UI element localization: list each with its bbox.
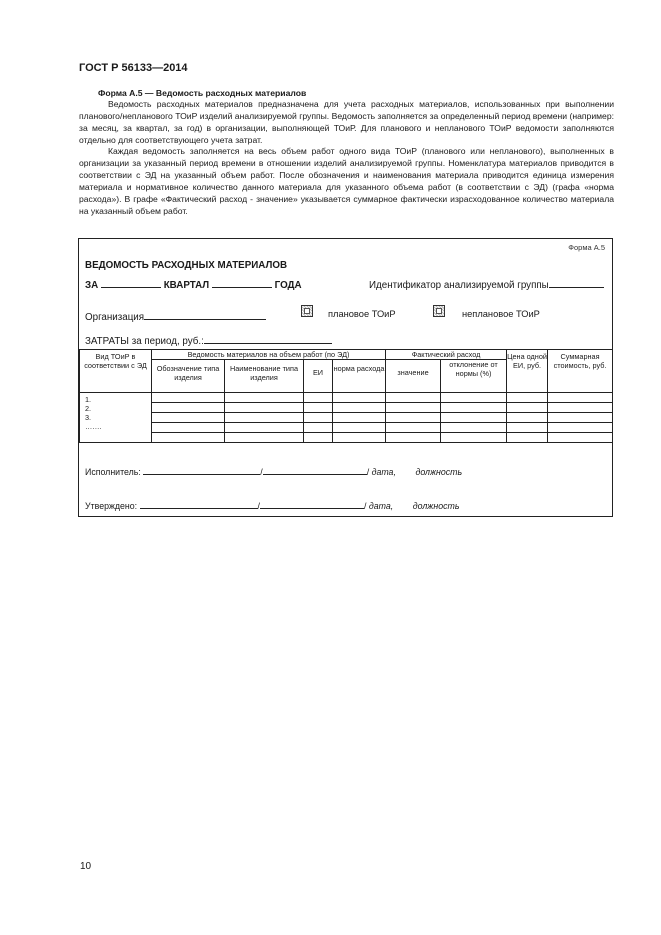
table-cell[interactable] bbox=[548, 423, 613, 433]
period-field[interactable] bbox=[101, 278, 161, 288]
paragraph-2-text: Каждая ведомость заполняется на весь объем работ одного вида ТОиР (планового или непланового), выполненных в организации за указанный период времени в отношении изделий анализируемой группы. Номенклатура материалов приводится в соответствии с ЭД на указанный объем работ. После обозначения и наименования материала приводится единица измерения материала и нормативное количество данного материала для указанного объема работ (в соответствии с ЭД) (графа «норма расхода»). В графе «Фактический расход - значение» указывается суммарное фактически израсходованное количество материала на указанный объем работ. bbox=[79, 146, 614, 216]
executor-position-label: должность bbox=[415, 467, 463, 477]
unplanned-checkbox[interactable] bbox=[433, 305, 445, 317]
col-otklonenie-header: отклонение от нормы (%) bbox=[441, 360, 507, 393]
table-row bbox=[80, 423, 613, 433]
table-cell[interactable] bbox=[507, 393, 548, 403]
form-label: Форма А.5 bbox=[568, 243, 605, 252]
document-code: ГОСТ Р 56133—2014 bbox=[79, 62, 188, 74]
costs-field[interactable] bbox=[204, 334, 332, 344]
table-cell[interactable] bbox=[507, 433, 548, 443]
approved-position-field[interactable] bbox=[260, 499, 364, 509]
executor-signature-row: Исполнитель: / / дата, должность bbox=[85, 467, 463, 477]
table-cell[interactable] bbox=[304, 403, 333, 413]
group-id-label: Идентификатор анализируемой группы bbox=[369, 280, 549, 291]
planned-label: плановое ТОиР bbox=[328, 309, 396, 319]
kvartal-label: КВАРТАЛ bbox=[163, 280, 210, 291]
executor-date-label: дата, bbox=[371, 467, 396, 477]
group-id-row bbox=[369, 278, 604, 291]
paragraph-1-text: Ведомость расходных материалов предназначена для учета расходных материалов, использованных при выполнении планового/непланового ТОиР изделий анализируемой группы. Ведомость заполняется за определенный период времени (например: за месяц, за квартал, за год) в организации, выполняющей ТОиР. Для планового и непланового ТОиР ведомости заполняются отдельно для соответствующего учета затрат. bbox=[79, 99, 614, 145]
unplanned-label: неплановое ТОиР bbox=[462, 309, 540, 319]
table-cell[interactable] bbox=[441, 393, 507, 403]
row-label-1: 1. bbox=[85, 395, 92, 404]
approved-position-label: должность bbox=[412, 501, 460, 511]
section-title: Форма А.5 — Ведомость расходных материалов bbox=[98, 88, 307, 98]
table-cell[interactable] bbox=[304, 393, 333, 403]
col-norma-header: норма расхода bbox=[333, 360, 386, 393]
table-cell[interactable] bbox=[225, 413, 304, 423]
table-cell[interactable] bbox=[152, 393, 225, 403]
approved-signature-row: Утверждено: / / дата, должность bbox=[85, 501, 460, 511]
table-cell[interactable] bbox=[304, 413, 333, 423]
approved-date-label: дата, bbox=[368, 501, 394, 511]
form-title: ВЕДОМОСТЬ РАСХОДНЫХ МАТЕРИАЛОВ bbox=[85, 260, 288, 271]
page-number: 10 bbox=[80, 861, 92, 872]
approved-name-field[interactable] bbox=[140, 499, 258, 509]
col-oboznachenie-header: Обозначение типа изделия bbox=[152, 360, 225, 393]
group-id-field[interactable] bbox=[549, 278, 604, 288]
org-field[interactable] bbox=[144, 310, 266, 320]
col-naimenovanie-header: Наименование типа изделия bbox=[225, 360, 304, 393]
materials-table bbox=[79, 349, 613, 443]
group-fakt-header: Фактический расход bbox=[386, 350, 507, 360]
table-cell[interactable] bbox=[548, 393, 613, 403]
table-cell[interactable] bbox=[225, 433, 304, 443]
goda-label: ГОДА bbox=[274, 280, 302, 291]
table-cell[interactable] bbox=[333, 393, 386, 403]
table-cell[interactable] bbox=[152, 423, 225, 433]
table-cell[interactable] bbox=[333, 403, 386, 413]
table-cell[interactable] bbox=[152, 433, 225, 443]
col-znachenie-header: значение bbox=[386, 360, 441, 393]
quarter-field[interactable] bbox=[212, 278, 272, 288]
col-cena-header: Цена одной ЕИ, руб. bbox=[507, 350, 548, 393]
table-row bbox=[80, 403, 613, 413]
table-cell[interactable] bbox=[441, 403, 507, 413]
approved-label: Утверждено: bbox=[85, 501, 138, 511]
table-cell[interactable] bbox=[386, 403, 441, 413]
table-cell[interactable] bbox=[507, 423, 548, 433]
table-cell[interactable] bbox=[507, 403, 548, 413]
row-labels-cell bbox=[80, 393, 152, 443]
org-label: Организация bbox=[85, 312, 145, 323]
executor-position-field[interactable] bbox=[263, 465, 367, 475]
table-cell[interactable] bbox=[507, 413, 548, 423]
table-cell[interactable] bbox=[225, 393, 304, 403]
za-label: ЗА bbox=[85, 280, 99, 291]
table-cell[interactable] bbox=[304, 423, 333, 433]
paragraph-1 bbox=[79, 99, 614, 147]
table-cell[interactable] bbox=[441, 413, 507, 423]
executor-label: Исполнитель: bbox=[85, 467, 141, 477]
row-label-2: 2. bbox=[85, 404, 92, 413]
table-cell[interactable] bbox=[441, 433, 507, 443]
table-cell[interactable] bbox=[386, 433, 441, 443]
table-row bbox=[80, 433, 613, 443]
table-cell[interactable] bbox=[225, 423, 304, 433]
table-cell[interactable] bbox=[441, 423, 507, 433]
table-cell[interactable] bbox=[386, 413, 441, 423]
table-cell[interactable] bbox=[548, 413, 613, 423]
costs-label: ЗАТРАТЫ за период, руб.: bbox=[85, 336, 204, 347]
table-cell[interactable] bbox=[152, 403, 225, 413]
col-vid-header: Вид ТОиР в соответствии с ЭД bbox=[80, 350, 152, 393]
executor-name-field[interactable] bbox=[143, 465, 260, 475]
table-cell[interactable] bbox=[386, 393, 441, 403]
row-label-3: 3. bbox=[85, 413, 92, 422]
table-cell[interactable] bbox=[333, 413, 386, 423]
table-cell[interactable] bbox=[333, 433, 386, 443]
group-vedomost-header: Ведомость материалов на объем работ (по ЭД) bbox=[152, 350, 386, 360]
table-cell[interactable] bbox=[386, 423, 441, 433]
table-cell[interactable] bbox=[152, 413, 225, 423]
table-cell[interactable] bbox=[548, 433, 613, 443]
table-cell[interactable] bbox=[548, 403, 613, 413]
planned-checkbox[interactable] bbox=[301, 305, 313, 317]
table-cell[interactable] bbox=[225, 403, 304, 413]
col-summa-header: Суммарная стоимость, руб. bbox=[548, 350, 613, 393]
org-row bbox=[85, 310, 266, 323]
row-label-4: ……. bbox=[85, 422, 102, 431]
form-a5 bbox=[78, 238, 613, 517]
period-row bbox=[85, 278, 302, 291]
costs-row bbox=[85, 334, 332, 347]
table-row bbox=[80, 413, 613, 423]
col-ei-header: ЕИ bbox=[304, 360, 333, 393]
paragraph-2 bbox=[79, 146, 614, 217]
table-cell[interactable] bbox=[304, 433, 333, 443]
table-cell[interactable] bbox=[333, 423, 386, 433]
